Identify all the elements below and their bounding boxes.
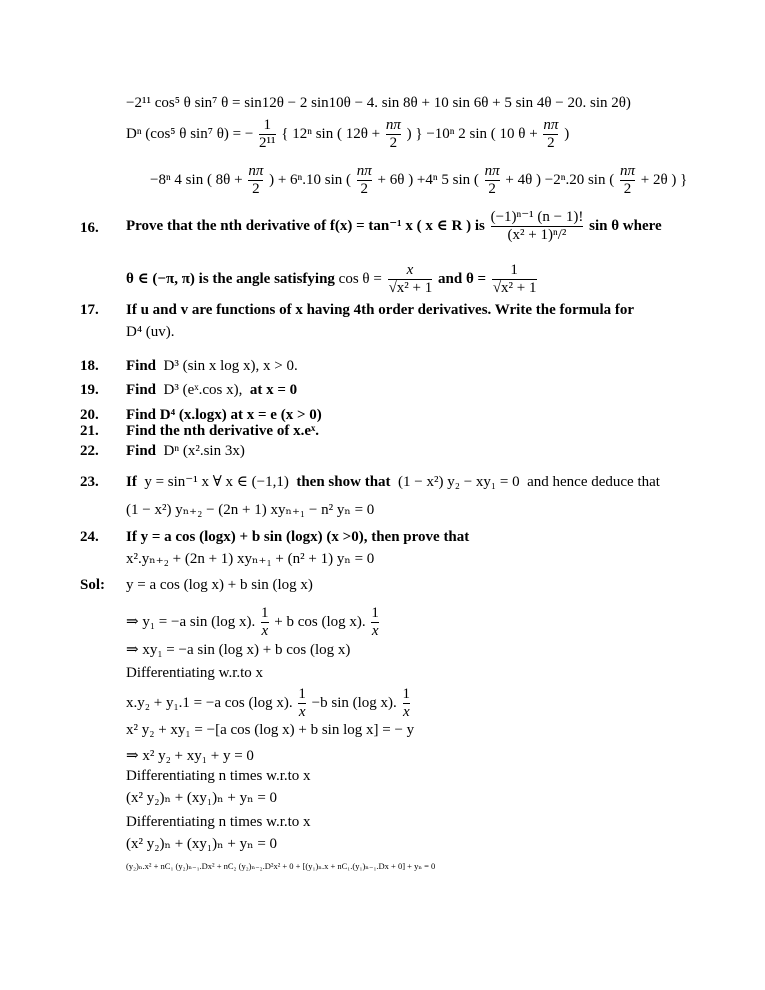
question-number-23: 23. xyxy=(80,474,99,490)
question-20-text: Find D⁴ (x.logx) at x = e (x > 0) xyxy=(126,407,322,423)
solution-line-11: (x² y₂)ₙ + (xy₁)ₙ + yₙ = 0 xyxy=(126,836,278,852)
question-21-text: Find the nth derivative of x.eˣ. xyxy=(126,423,320,439)
solution-line-5: x.y₂ + y₁.1 = −a cos (log x). $\frac{1}{x}$ −b sin (log x). $\frac{1}{x}$ xyxy=(126,686,411,720)
fraction-npi-over-2: $\frac{n\pi}{2}$ xyxy=(619,163,635,197)
derivation-line-3: −8ⁿ 4 sin ( 8θ + $\frac{n\pi}{2}$ ) + 6ⁿ.10 sin ( $\frac{n\pi}{2}$ + 6θ ) +4ⁿ 5 sin ( $\frac{n\pi}{2}$ + 4θ ) −2ⁿ.20 sin ( $\frac{n\pi}{2}$ + 2θ ) } xyxy=(150,163,688,197)
solution-line-12: (y₂)ₙ.x² + nC₁ (y₂)ₙ₋₁.Dx² + nC₂ (y₂)ₙ₋₂.D²x² + 0 + [(y₁)ₙ.x + nC₁.(y₁)ₙ₋₁.Dx + 0] + yₙ = 0 xyxy=(126,861,436,871)
fraction-one-over-x: $\frac{1}{x}$ xyxy=(261,605,269,639)
solution-line-2: ⇒ y₁ = −a sin (log x). $\frac{1}{x}$ + b cos (log x). $\frac{1}{x}$ xyxy=(126,605,379,639)
question-16-text: Prove that the nth derivative of f(x) = tan⁻¹ x ( x ∈ R ) is xyxy=(126,218,485,235)
solution-line-9: (x² y₂)ₙ + (xy₁)ₙ + yₙ = 0 xyxy=(126,790,278,806)
derivation-line-2-c: ) xyxy=(564,126,570,143)
derivation-line-2-lhs: Dⁿ (cos⁵ θ sin⁷ θ) = − xyxy=(126,126,254,143)
question-24-text: If y = a cos (logx) + b sin (logx) (x >0), then prove that xyxy=(126,529,470,545)
fraction-x-over-sqrt: $\frac{x}{\text{√x² + 1}}$ xyxy=(388,262,433,296)
fraction-one-over-sqrt: $\frac{1}{\text{√x² + 1}}$ xyxy=(492,262,537,296)
solution-line-4: Differentiating w.r.to x xyxy=(126,665,264,681)
question-number-16: 16. xyxy=(80,220,99,236)
fraction-one-over-x: $\frac{1}{x}$ xyxy=(402,686,411,720)
question-17-formula: D⁴ (uv). xyxy=(126,324,175,340)
question-16 xyxy=(126,210,662,244)
fraction-q16: $\frac{\text{(−1)ⁿ⁻¹ (n − 1)!}}{\text{(x² + 1)ⁿ/²}}$ xyxy=(490,209,584,243)
derivation-line-2-a: { 12ⁿ sin ( 12θ + xyxy=(281,126,381,143)
question-number-24: 24. xyxy=(80,529,99,545)
question-17-text: If u and v are functions of x having 4th order derivatives. Write the formula for xyxy=(126,302,635,318)
question-number-21: 21. xyxy=(80,423,99,439)
solution-line-1: y = a cos (log x) + b sin (log x) xyxy=(126,577,313,593)
question-number-17: 17. xyxy=(80,302,99,318)
question-number-20: 20. xyxy=(80,407,99,423)
question-22: Find Dⁿ (x².sin 3x) xyxy=(126,443,245,459)
solution-line-8: Differentiating n times w.r.to x xyxy=(126,768,311,784)
fraction-npi-over-2: $\frac{n\pi}{2}$ xyxy=(543,117,559,151)
question-19: Find D³ (eˣ.cos x), at x = 0 xyxy=(126,382,298,398)
fraction-npi-over-2: $\frac{n\pi}{2}$ xyxy=(484,163,500,197)
solution-label: Sol: xyxy=(80,577,106,593)
fraction-one-over-2-11: $\frac{1}{\text{2¹¹}}$ xyxy=(259,117,276,151)
solution-line-7: ⇒ x² y₂ + xy₁ + y = 0 xyxy=(126,748,254,764)
question-number-19: 19. xyxy=(80,382,99,398)
question-23-deduce: (1 − x²) yₙ₊₂ − (2n + 1) xyₙ₊₁ − n² yₙ = 0 xyxy=(126,502,375,518)
question-number-18: 18. xyxy=(80,358,99,374)
solution-line-6: x² y₂ + xy₁ = −[a cos (log x) + b sin log x] = − y xyxy=(126,722,415,738)
fraction-npi-over-2: $\frac{n\pi}{2}$ xyxy=(248,163,264,197)
question-24-formula: x².yₙ₊₂ + (2n + 1) xyₙ₊₁ + (n² + 1) yₙ = 0 xyxy=(126,551,375,567)
question-number-22: 22. xyxy=(80,443,99,459)
fraction-npi-over-2: $\frac{n\pi}{2}$ xyxy=(385,117,401,151)
derivation-line-2 xyxy=(126,118,569,152)
question-16-line-2: θ ∈ (−π, π) is the angle satisfying cos θ = $\frac{x}{\text{√x² + 1}}$ and θ = $\frac{1}{\text{√x² + 1}}$ xyxy=(126,262,537,296)
question-23: If y = sin⁻¹ x ∀ x ∈ (−1,1) then show that (1 − x²) y₂ − xy₁ = 0 and hence deduce that xyxy=(126,474,660,490)
fraction-one-over-x: $\frac{1}{x}$ xyxy=(298,686,306,720)
question-16-tail: sin θ where xyxy=(589,218,662,235)
fraction-one-over-x: $\frac{1}{x}$ xyxy=(371,605,379,639)
solution-line-3: ⇒ xy₁ = −a sin (log x) + b cos (log x) xyxy=(126,642,351,658)
fraction-npi-over-2: $\frac{n\pi}{2}$ xyxy=(356,163,372,197)
derivation-line-2-b: ) } −10ⁿ 2 sin ( 10 θ + xyxy=(406,126,538,143)
derivation-line-1: −2¹¹ cos⁵ θ sin⁷ θ = sin12θ − 2 sin10θ − 4. sin 8θ + 10 sin 6θ + 5 sin 4θ − 20. sin 2θ) xyxy=(126,95,631,111)
solution-line-10: Differentiating n times w.r.to x xyxy=(126,814,311,830)
question-18: Find D³ (sin x log x), x > 0. xyxy=(126,358,298,374)
